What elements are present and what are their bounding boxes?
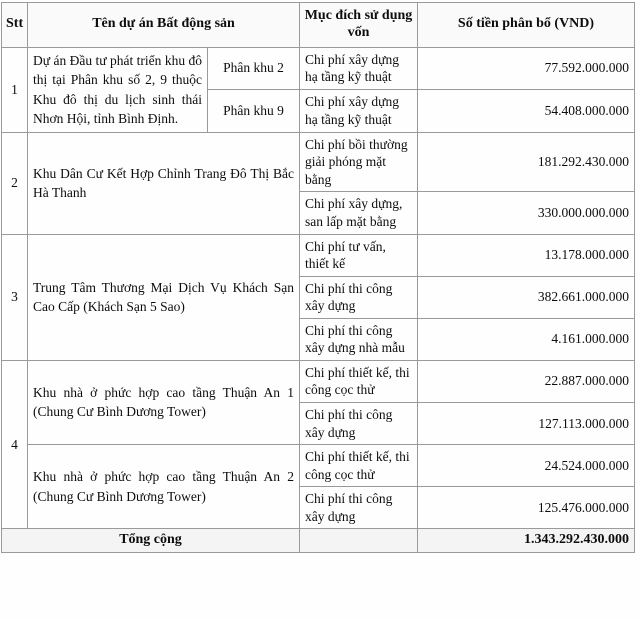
capital-purpose: Chi phí thi công xây dựng	[300, 487, 418, 529]
header-project-name: Tên dự án Bất động sản	[28, 3, 300, 48]
table-row	[2, 445, 635, 487]
capital-purpose: Chi phí thiết kế, thi công cọc thử	[300, 445, 418, 487]
table-row	[2, 132, 635, 192]
total-purpose-empty	[300, 529, 418, 553]
header-purpose: Mục đích sử dụng vốn	[300, 3, 418, 48]
allocated-amount: 22.887.000.000	[418, 360, 635, 402]
total-amount: 1.343.292.430.000	[418, 529, 635, 553]
project-name: Khu nhà ở phức hợp cao tầng Thuận An 2 (Chung Cư Bình Dương Tower)	[28, 445, 300, 529]
total-row	[2, 529, 635, 553]
capital-purpose: Chi phí xây dựng hạ tầng kỹ thuật	[300, 90, 418, 133]
capital-purpose: Chi phí thiết kế, thi công cọc thử	[300, 360, 418, 402]
capital-purpose: Chi phí thi công xây dựng	[300, 402, 418, 444]
project-subdivision: Phân khu 2	[208, 47, 300, 90]
allocated-amount: 330.000.000.000	[418, 192, 635, 234]
project-name: Khu nhà ở phức hợp cao tầng Thuận An 1 (Chung Cư Bình Dương Tower)	[28, 360, 300, 444]
capital-purpose: Chi phí tư vấn, thiết kế	[300, 234, 418, 276]
capital-purpose: Chi phí thi công xây dựng nhà mẫu	[300, 318, 418, 360]
allocated-amount: 13.178.000.000	[418, 234, 635, 276]
row-index: 3	[2, 234, 28, 360]
capital-purpose: Chi phí bồi thường giải phóng mặt bằng	[300, 132, 418, 192]
project-name: Khu Dân Cư Kết Hợp Chỉnh Trang Đô Thị Bắc Hà Thanh	[28, 132, 300, 234]
capital-purpose: Chi phí xây dựng, san lấp mặt bằng	[300, 192, 418, 234]
allocated-amount: 54.408.000.000	[418, 90, 635, 133]
row-index: 1	[2, 47, 28, 132]
header-stt: Stt	[2, 3, 28, 48]
capital-purpose: Chi phí thi công xây dựng	[300, 276, 418, 318]
allocated-amount: 181.292.430.000	[418, 132, 635, 192]
row-index: 2	[2, 132, 28, 234]
allocated-amount: 24.524.000.000	[418, 445, 635, 487]
document-page	[0, 2, 640, 619]
allocated-amount: 125.476.000.000	[418, 487, 635, 529]
table-row	[2, 234, 635, 276]
header-row	[2, 3, 635, 48]
capital-allocation-table	[1, 2, 635, 553]
header-amount: Số tiền phân bổ (VND)	[418, 3, 635, 48]
allocated-amount: 382.661.000.000	[418, 276, 635, 318]
project-name: Trung Tâm Thương Mại Dịch Vụ Khách Sạn Cao Cấp (Khách Sạn 5 Sao)	[28, 234, 300, 360]
table-body	[2, 47, 635, 552]
allocated-amount: 4.161.000.000	[418, 318, 635, 360]
table-header	[2, 3, 635, 48]
project-name: Dự án Đầu tư phát triển khu đô thị tại Phân khu số 2, 9 thuộc Khu đô thị du lịch sinh thái Nhơn Hội, tỉnh Bình Định.	[28, 47, 208, 132]
capital-purpose: Chi phí xây dựng hạ tầng kỹ thuật	[300, 47, 418, 90]
total-label: Tổng cộng	[2, 529, 300, 553]
project-subdivision: Phân khu 9	[208, 90, 300, 133]
allocated-amount: 127.113.000.000	[418, 402, 635, 444]
table-row	[2, 360, 635, 402]
table-row	[2, 47, 635, 90]
row-index: 4	[2, 360, 28, 528]
allocated-amount: 77.592.000.000	[418, 47, 635, 90]
